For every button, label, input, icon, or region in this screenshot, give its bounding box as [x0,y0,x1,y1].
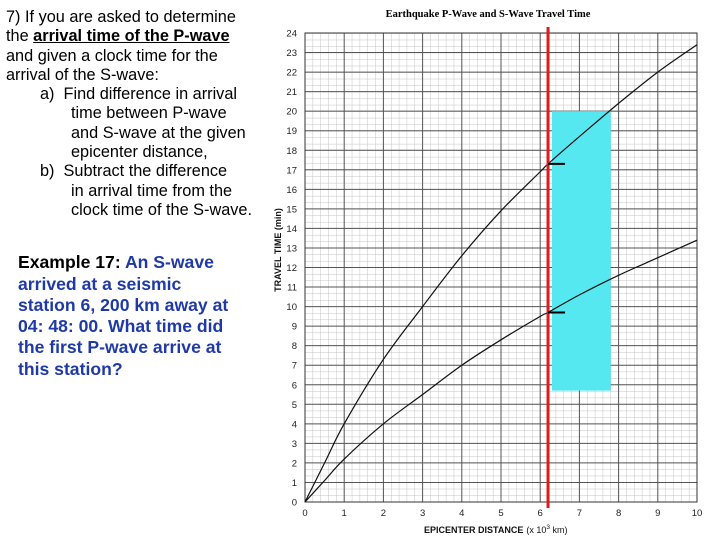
example-line: 04: 48: 00. What time did [18,316,224,337]
x-tick-label: 2 [380,508,387,519]
step-b-text: Subtract the difference [63,162,228,181]
step-b-cont: in arrival time from the [71,181,233,200]
x-axis-title-text: EPICENTER DISTANCE [424,525,524,535]
y-tick-label: 18 [286,145,297,157]
y-tick-label: 19 [286,126,297,138]
x-axis-unit-suffix: km) [549,525,568,535]
y-tick-label: 9 [291,321,297,333]
y-tick-label: 1 [291,477,297,489]
y-tick-label: 23 [286,48,297,60]
step-a-cont: time between P-wave [71,104,227,123]
y-tick-label: 14 [286,223,297,235]
example-label: Example 17: [18,252,121,273]
instruction-line: arrival of the S-wave: [6,65,159,84]
y-tick-label: 5 [291,399,297,411]
example-line: station 6, 200 km away at [18,294,229,315]
y-tick-label: 8 [291,341,297,353]
instruction-text: the [6,27,34,46]
example-line: the first P-wave arrive at [18,337,222,358]
y-tick-label: 15 [286,204,297,216]
y-tick-label: 2 [291,458,297,470]
step-b-cont: clock time of the S-wave. [71,200,252,219]
x-tick-label: 10 [691,508,703,519]
example-text: An S-wave [124,252,214,273]
x-tick-label: 7 [576,508,583,519]
y-tick-label: 17 [286,165,297,177]
x-tick-label: 3 [419,508,426,519]
y-tick-label: 6 [291,380,297,392]
y-tick-label: 20 [286,106,297,118]
x-axis-unit-exp: 3 [546,524,550,531]
step-a-marker: a) [40,85,55,104]
emphasis-text: arrival time of the P-wave [33,27,230,46]
y-axis-title: TRAVEL TIME (min) [273,208,283,292]
step-a-cont: epicenter distance, [71,143,208,162]
step-a-text: Find difference in arrival [63,85,237,104]
y-tick-label: 3 [291,438,297,450]
major-grid [305,33,697,502]
y-tick-label: 24 [286,28,297,40]
x-tick-label: 1 [341,508,347,519]
x-axis-title [424,524,567,535]
x-tick-label: 8 [615,508,622,519]
step-a-cont: and S-wave at the given [71,123,246,142]
x-tick-label: 4 [459,508,465,519]
y-tick-label: 0 [291,497,297,509]
instruction-line: and given a clock time for the [6,46,218,65]
y-tick-label: 12 [286,263,297,274]
y-tick-label: 13 [286,243,297,255]
x-tick-label: 0 [302,508,308,519]
example-line: this station? [18,358,123,379]
y-tick-label: 4 [291,419,297,431]
x-axis-unit: (x 10 [526,525,547,535]
x-tick-label: 6 [537,508,543,519]
instruction-line: 7) If you are asked to determine [6,8,236,26]
example-line: arrived at a seismic [18,273,182,294]
y-tick-label: 16 [286,184,297,196]
x-tick-label: 9 [655,508,661,519]
x-tick-label: 5 [498,508,504,519]
y-tick-label: 7 [291,360,297,372]
y-tick-label: 22 [286,67,297,79]
y-tick-label: 11 [287,282,297,294]
y-tick-label: 21 [286,87,297,99]
step-b-marker: b) [40,162,55,181]
y-tick-label: 10 [286,302,297,314]
tick-labels [286,29,702,520]
chart-title: Earthquake P-Wave and S-Wave Travel Time [385,9,591,20]
